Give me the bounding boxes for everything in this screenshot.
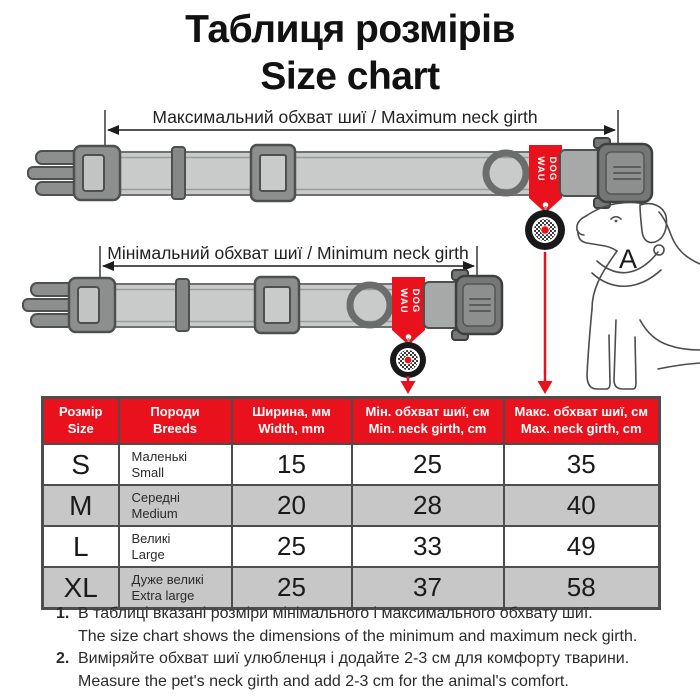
- waudog-brand-label: [529, 145, 562, 213]
- slider-adjuster: [251, 145, 295, 201]
- dog-illustration: [577, 202, 700, 389]
- breed-cell: Маленькі Small: [119, 444, 232, 485]
- min-girth-cell: 37: [352, 567, 504, 609]
- footnote-2: [56, 648, 681, 693]
- size-cell: M: [43, 485, 119, 526]
- footnote-1: [56, 603, 681, 648]
- header-min-girth: Мін. обхват шиї, см Min. neck girth, cm: [352, 398, 504, 445]
- brand-text-dog: DOG: [410, 288, 421, 314]
- size-cell: S: [43, 444, 119, 485]
- collar-max-illustration: [28, 138, 652, 213]
- footnotes: [56, 603, 681, 693]
- buckle-female-icon: [560, 138, 652, 208]
- width-cell: 25: [232, 567, 352, 609]
- min-girth-cell: 25: [352, 444, 504, 485]
- width-cell: 20: [232, 485, 352, 526]
- size-cell: XL: [43, 567, 119, 609]
- breed-cell: Дуже великі Extra large: [119, 567, 232, 609]
- footnote-en: The size chart shows the dimensions of the minimum and maximum neck girth.: [78, 627, 638, 645]
- qr-pet-tag-icon: [390, 338, 426, 378]
- buckle-male-icon: [23, 278, 115, 332]
- table-row-l: [43, 526, 660, 567]
- buckle-male-icon: [28, 146, 120, 200]
- max-girth-cell: 49: [504, 526, 660, 567]
- header-size: Розмір Size: [43, 398, 119, 445]
- waudog-brand-label: [392, 277, 425, 345]
- min-girth-cell: 33: [352, 526, 504, 567]
- max-girth-cell: 40: [504, 485, 660, 526]
- arrow-to-min-column: [401, 376, 416, 394]
- strap-keeper: [176, 279, 189, 331]
- max-girth-cell: 35: [504, 444, 660, 485]
- footnote-ua: Виміряйте обхват шиї улюбленця і додайте 2-3 см для комфорту тварини.: [78, 650, 630, 667]
- footnote-number: 2.: [56, 650, 70, 667]
- max-girth-measurement: [105, 107, 618, 150]
- footnote-en: Measure the pet's neck girth and add 2-3 cm for the animal's comfort.: [78, 672, 569, 690]
- arrow-to-max-column: [538, 252, 553, 394]
- page-title-ua: Таблиця розмірів: [185, 8, 515, 51]
- slider-adjuster: [255, 277, 299, 333]
- breed-cell: Великі Large: [119, 526, 232, 567]
- size-cell: L: [43, 526, 119, 567]
- size-table: [41, 396, 661, 610]
- width-cell: 15: [232, 444, 352, 485]
- page-title-en: Size chart: [260, 55, 440, 98]
- qr-pet-tag-icon: [525, 206, 565, 250]
- brand-text-dog: DOG: [547, 156, 558, 182]
- header-breeds: Породи Breeds: [119, 398, 232, 445]
- breed-cell: Середні Medium: [119, 485, 232, 526]
- table-row-s: [43, 444, 660, 485]
- header-max-girth: Макс. обхват шиї, см Max. neck girth, cm: [504, 398, 660, 445]
- collar-min-illustration: [23, 270, 502, 345]
- buckle-female-icon: [424, 270, 502, 340]
- table-row-m: [43, 485, 660, 526]
- girth-marker-a: A: [618, 244, 638, 274]
- table-header-row: [43, 398, 660, 445]
- header-width: Ширина, мм Width, mm: [232, 398, 352, 445]
- min-girth-cell: 28: [352, 485, 504, 526]
- footnote-number: 1.: [56, 605, 70, 622]
- width-cell: 25: [232, 526, 352, 567]
- max-girth-label: Максимальний обхват шиї / Maximum neck girth: [152, 107, 538, 127]
- max-girth-cell: 58: [504, 567, 660, 609]
- footnote-ua: В таблиці вказані розміри мінімального і максимального обхвату шиї.: [78, 605, 593, 622]
- min-girth-label: Мінімальний обхват шиї / Minimum neck girth: [107, 243, 469, 263]
- strap-keeper: [172, 147, 185, 199]
- brand-text-wau: WAU: [398, 288, 409, 314]
- brand-text-wau: WAU: [535, 156, 546, 182]
